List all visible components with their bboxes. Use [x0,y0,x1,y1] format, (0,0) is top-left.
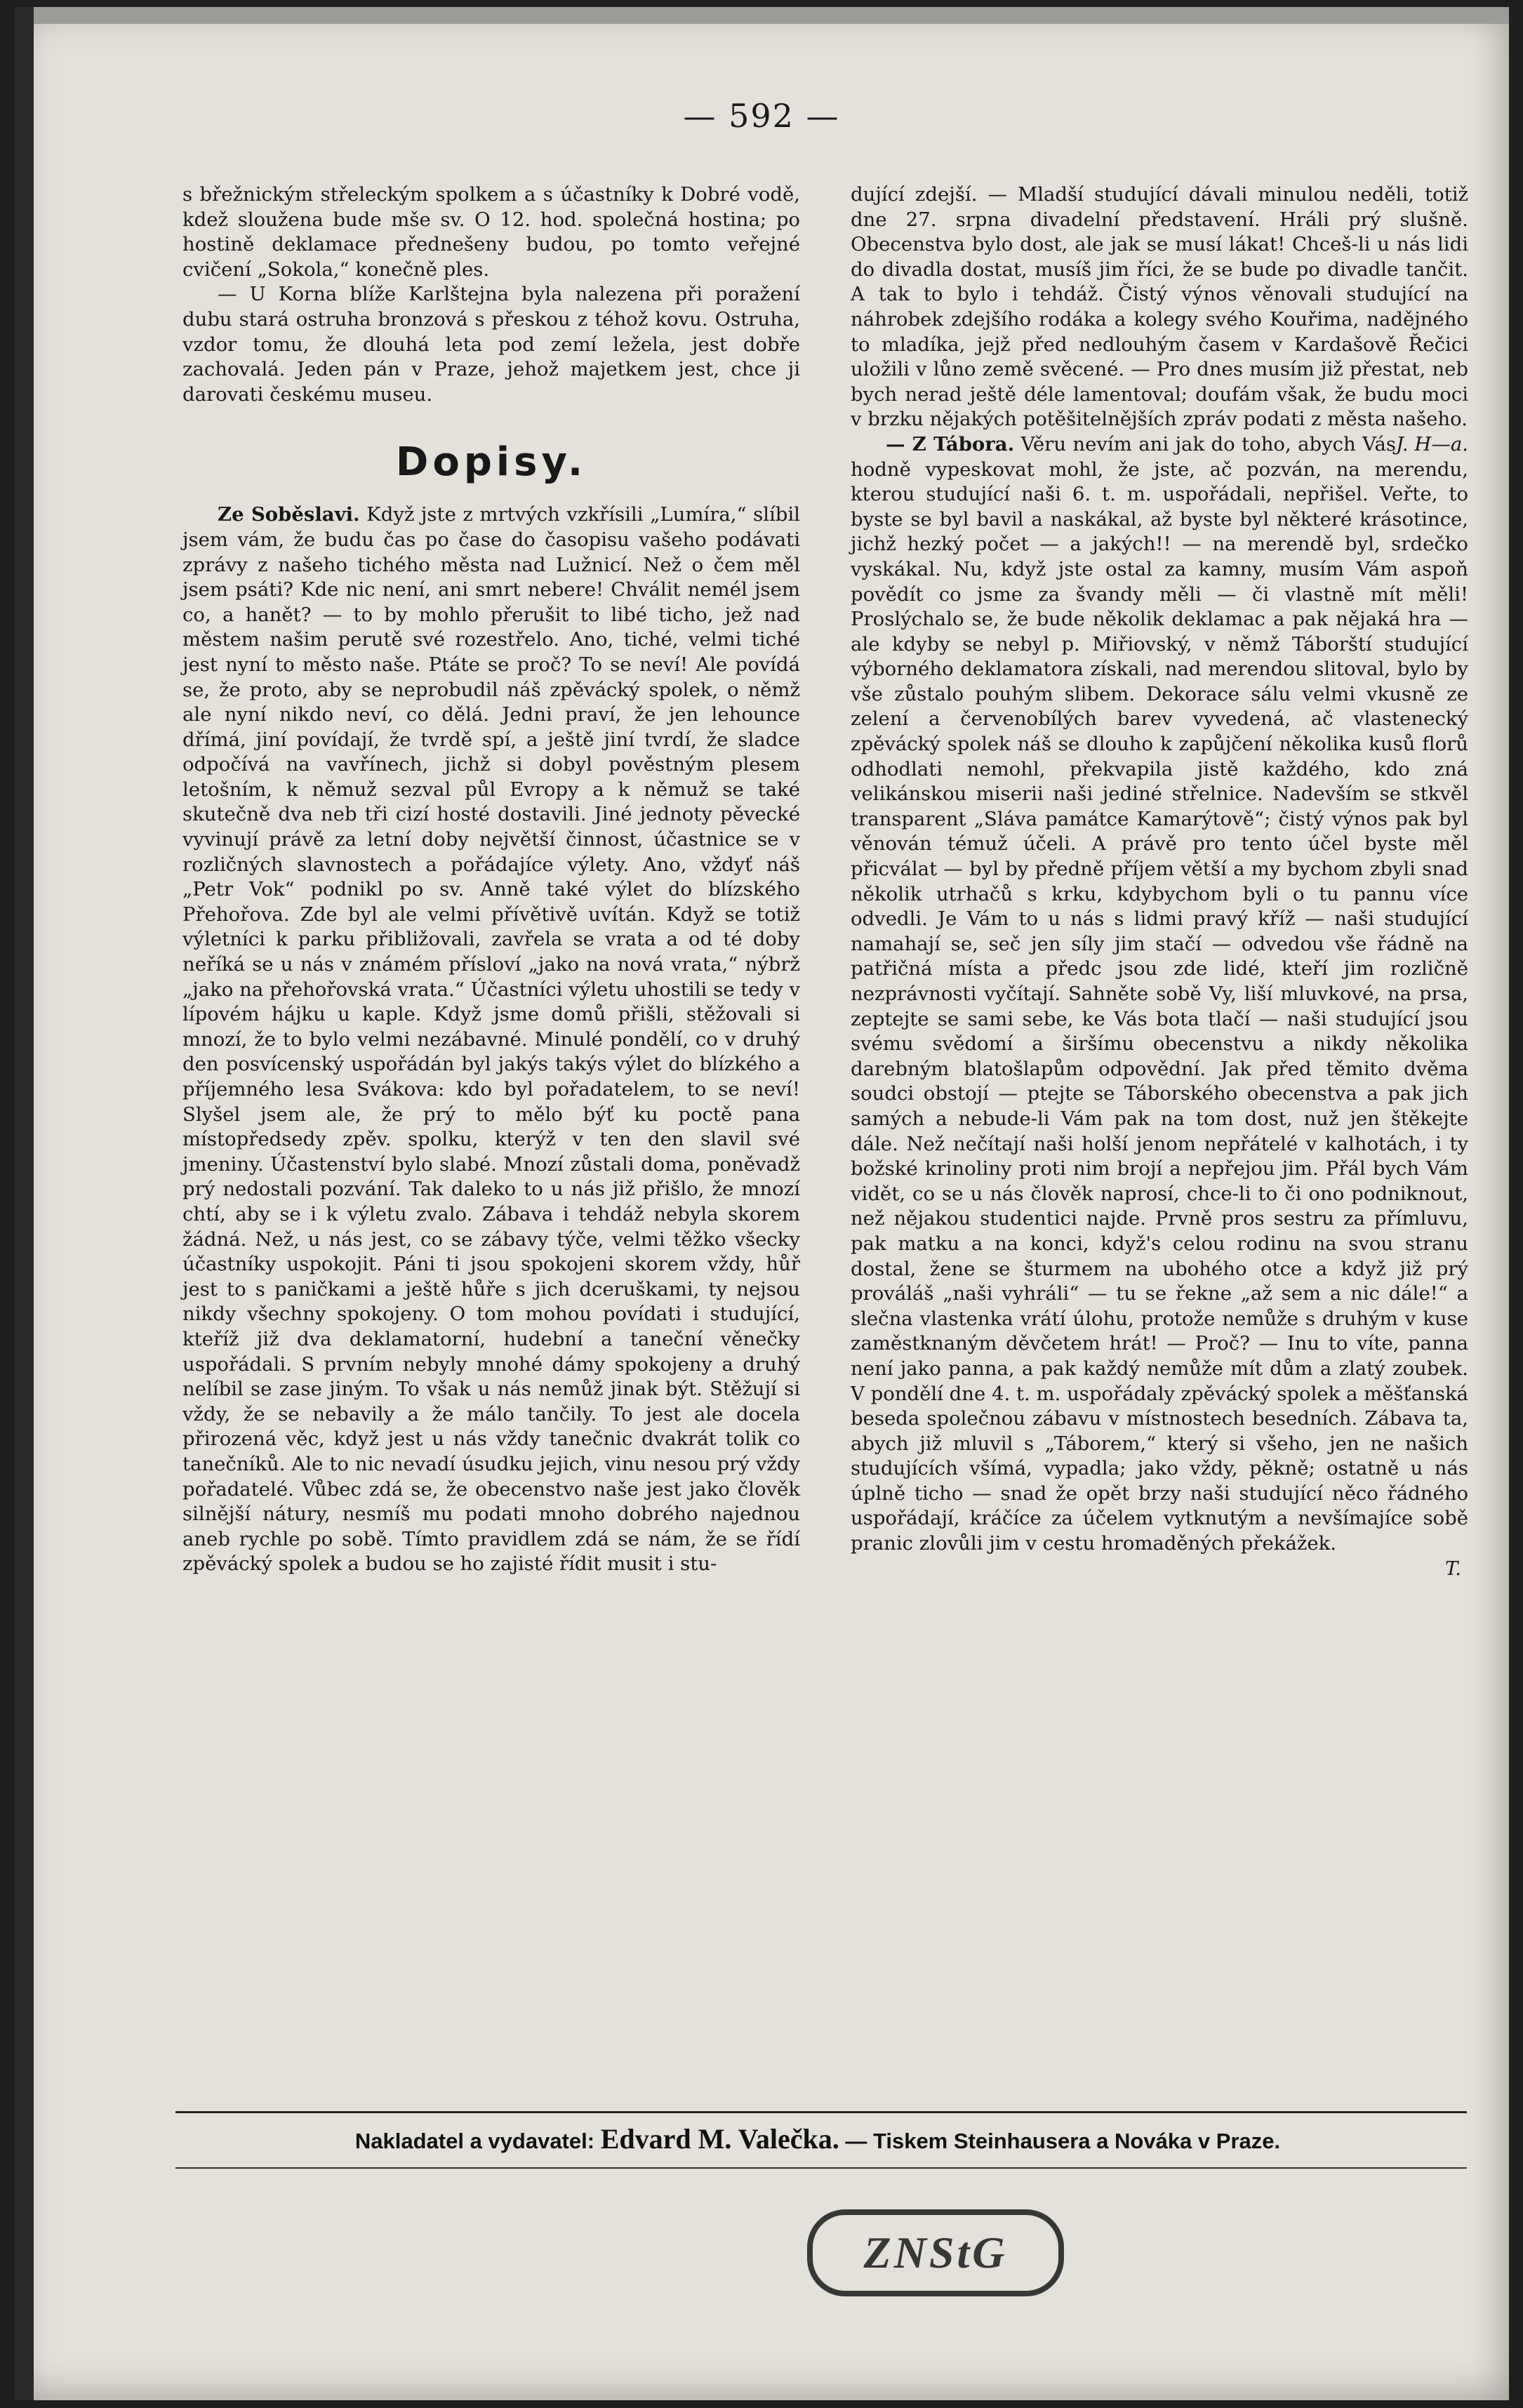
left-column [182,182,800,1577]
signature-soboslav: J. H—a. [1396,432,1468,455]
imprint-rule-top [175,2111,1467,2113]
news-paragraph-1: s břežnickým střeleckým spolkem a s účastníky k Dobré vodě, kdež sloužena bude mše sv. O 12. hod. společná hostina; po hostině deklamace přednešeny budou, po tomto veřejné cvičení „Sokola,“ konečně ples. [182,183,800,281]
signature-tabor: T. [1444,1557,1461,1580]
newspaper-page [14,7,1509,2400]
letter-body-tabor: Věru nevím ani jak do toho, abych Vás hodně vypeskovat mohl, že jste, ač pozván, na merendu, kterou studující naši 6. t. m. uspořádali, nepřišel. Veřte, to byste se byl bavil a naskákal, až byste byl některé krásotince, jichž hezký počet — a jakých!! — na merendě byl, srdečko vyskákal. Nu, když jste ostal za kamny, musím Vám aspoň povědít co jsme za švandy měli — či vlastně mít měli! Proslýchalo se, že bude několik deklamac a pak nějaká hra — ale kdyby se nebyl p. Miřiovský, v němž Táborští studující výborného deklamatora získali, nad merendou slitoval, bylo by vše zůstalo pouhým slibem. Dekorace sálu velmi vkusně ze zelení a červenobílých barev vyvedená, ač vlastenecký zpěvácký spolek náš se dlouho k zapůjčení několika kusů florů odhodlati nemohl, překvapila jistě každého, kdo zná velikánskou miserii naši jediné střelnice. Nadevším se stkvěl transparent „Sláva památce Kamarýtově“; čistý výnos pak byl věnován témuž účeli. A právě pro tento účel byste měl přicválat — byl by předně příjem větší a my bychom zbyli snad několik utrhačů s krku, kdybychom byli o tu pannu více odvedli. Je Vám to u nás s lidmi pravý kříž — naši studující namahají se, seč jen síly jim stačí — odvedou vše řádně na patřičná místa a předc jsou zde lidé, kteří jim rozličně nezprávnosti vyčítají. Sahněte sobě Vy, liší mluvkové, na prsa, zeptejte se sami sebe, ke Vás bota tlačí — naši studující jsou svému svědomí a širšímu obecenstvu a nikdy několika darebným blatošlapům odpovědní. Jak před těmito dvěma soudci obstojí — ptejte se Táborského obecenstva a pak jich samých a nebude-li Vám pak na tom dost, nuž jen štěkejte dále. Než nečítají naši holší jenom nepřátelé v kalhotách, i ty božské krinoliny proti nim brojí a nepřejou jim. Přál bych Vám vidět, co se u nás člověk naprosí, chce-li to či ono podniknout, než nějakou studentici najde. Prvně pros sestru za přímluvu, pak matku a na konci, když's celou rodinu na svou stranu dostal, žene se šturmem na ubohého otce a když již prý prováláš „naši vyhráli“ — tu se řekne „až sem a nic dále!“ a slečna vlastenka vrátí úlohu, protože nemůže s druhým v kuse zaměstknaným děvčetem hrát! — Proč? — Inu to víte, panna není jako panna, a pak každý nemůže mít dům a zlatý zoubek. V pondělí dne 4. t. m. uspořádaly zpěvácký spolek a měšťanská beseda společnou zábavu v místnostech besedních. Zábava ta, abych již mluvil s „Táborem,“ který si všeho, jen ne našich studujících všímá, vypadla; jako vždy, pěkně; ostatně u nás úplně ticho — snad že opět brzy naši studující něco řádného uspořádají, kráčíce za účelem vytknutým a nevšímajíce sobě pranic zlovůli jim v cestu hromaděných překážek. [851,432,1468,1555]
library-stamp: ZNStG [807,2209,1064,2296]
letter-place-soboslav: Ze Soběslavi. [218,503,360,526]
letter-place-tabor: — Z Tábora. [886,432,1015,455]
right-column [851,182,1468,1581]
letter-soboslav [182,503,800,1577]
imprint-rule-bottom [175,2167,1467,2169]
scan-left-edge [14,7,34,2400]
news-paragraph-2: — U Korna blíže Karlštejna byla nalezena při poražení dubu stará ostruha bronzová s přeskou z téhož kovu. Ostruha, vzdor tomu, že dlouhá leta pod zemí ležela, jest dobře zachovalá. Jeden pán v Praze, jehož majetkem jest, chce ji darovati českému museu. [182,283,800,406]
letter-tabor [851,432,1468,1557]
letter-body-soboslav: Když jste z mrtvých vzkřísili „Lumíra,“ slíbil jsem vám, že budu čas po čase do časopisu vašeho podávati zprávy z našeho tichého města nad Lužnicí. Než o čem měl jsem psáti? Kde nic není, ani smrt nebere! Chválit nemél jsem co, a hanět? — to by mohlo přerušit to libé ticho, jež nad městem našim perutě své rozestřelo. Ano, tiché, velmi tiché jest nyní to město naše. Ptáte se proč? To se neví! Ale povídá se, že proto, aby se neprobudil náš zpěvácký spolek, o němž ale nyní nikdo neví, co dělá. Jedni praví, že jen lehounce dřímá, jiní povídají, že tvrdě spí, a ještě jiní tvrdí, že sladce odpočívá na vavřínech, jichž si dobyl pověstným plesem letošním, k němuž sezval půl Evropy a k němuž se také skutečně dva neb tři cizí hosté dostavili. Jiné jednoty pěvecké vyvinují právě za letní doby největší činnost, účastnice se v rozličných slavnostech a pořádajíce výlety. Ano, vždyť náš „Petr Vok“ podnikl po sv. Anně také výlet do blízského Přehořova. Zde byl ale velmi přívětivě uvítán. Když se totiž výletníci k parku přibližovali, zavřela se vrata a od té doby neříká se u nás v známém přísloví „jako na nová vrata,“ nýbrž „jako na přehořovská vrata.“ Účastníci výletu uhostili se tedy v lípovém hájku u kaple. Když jsme domů přišli, stěžovali si mnozí, že to bylo velmi nezábavné. Minulé pondělí, co v druhý den posvícenský uspořádán byl jakýs takýs výlet do blízkého a příjemného lesa Svákova: kdo byl pořadatelem, to se neví! Slyšel jsem ale, že prý to mělo býť ku poctě pana místopředsedy zpěv. spolku, kterýž v ten den slavil své jmeniny. Účastenství bylo slabé. Mnozí zůstali doma, poněvadž prý nedostali pozvání. Tak daleko to u nás již přišlo, že mnozí chtí, aby se i k výletu zvalo. Zábava i tehdáž nebyla skorem žádná. Než, u nás jest, co se zábavy týče, velmi těžko všecky účastníky uspokojit. Páni ti jsou spokojeni skorem vždy, hůř jest to s paničkami a ještě hůře s jich dceruškami, ty nejsou nikdy všechny spokojeny. O tom mohou povídati i studující, kteříž již dva deklamatorní, hudební a taneční věnečky uspořádali. S prvním nebyly mnohé dámy spokojeny a druhý nelíbil se zase jiným. To však u nás nemůž jinak být. Stěžují si vždy, že se nebavily a že málo tančily. To jest ale docela přirozená věc, když jest u nás vždy tanečnic dvakrát tolik co tanečníků. Ale to nic nevadí úsudku jejich, vinu nesou prý vždy pořadatelé. Vůbec zdá se, že obecenstvo naše jest jako člověk silnější nátury, nesmíš mu podati mnoho dobrého najednou aneb rychle po sobě. Tímto pravidlem zdá se nám, že se řídí zpěvácký spolek a budou se ho zajisté řídit musit i stu- [182,503,800,1576]
letter-body-soboslav-cont: dující zdejší. — Mladší studující dávali minulou neděli, totiž dne 27. srpna divadelní představení. Hráli prý slušně. Obecenstva bylo dost, ale jak se musí lákat! Chceš-li u nás lidi do divadla dostat, musíš jim říci, že se bude po divadle tančit. A tak to bylo i tehdáž. Čistý výnos věnovali studující na náhrobek zdejšího rodáka a kolegy svého Kouřima, nadějného to mladíka, jejž před nedlouhým časem v Kardašově Řečici uložili v lůno země svěcené. — Pro dnes musím již přestat, neb bych nerad ještě déle lamentoval; doufám však, že budu moci v brzku nějakých potěšitelnějších zpráv podati z města našeho. [851,183,1468,431]
imprint-publisher: Edvard M. Valečka. [600,2123,839,2155]
section-title-dopisy: Dopisy. [395,439,587,486]
scan-top-border [14,7,1509,24]
imprint-label: Nakladatel a vydavatel: [354,2129,595,2153]
imprint-printer: — Tiskem Steinhausera a Nováka v Praze. [845,2129,1281,2153]
imprint-line [154,2122,1481,2158]
page-number: — 592 — [683,97,840,135]
